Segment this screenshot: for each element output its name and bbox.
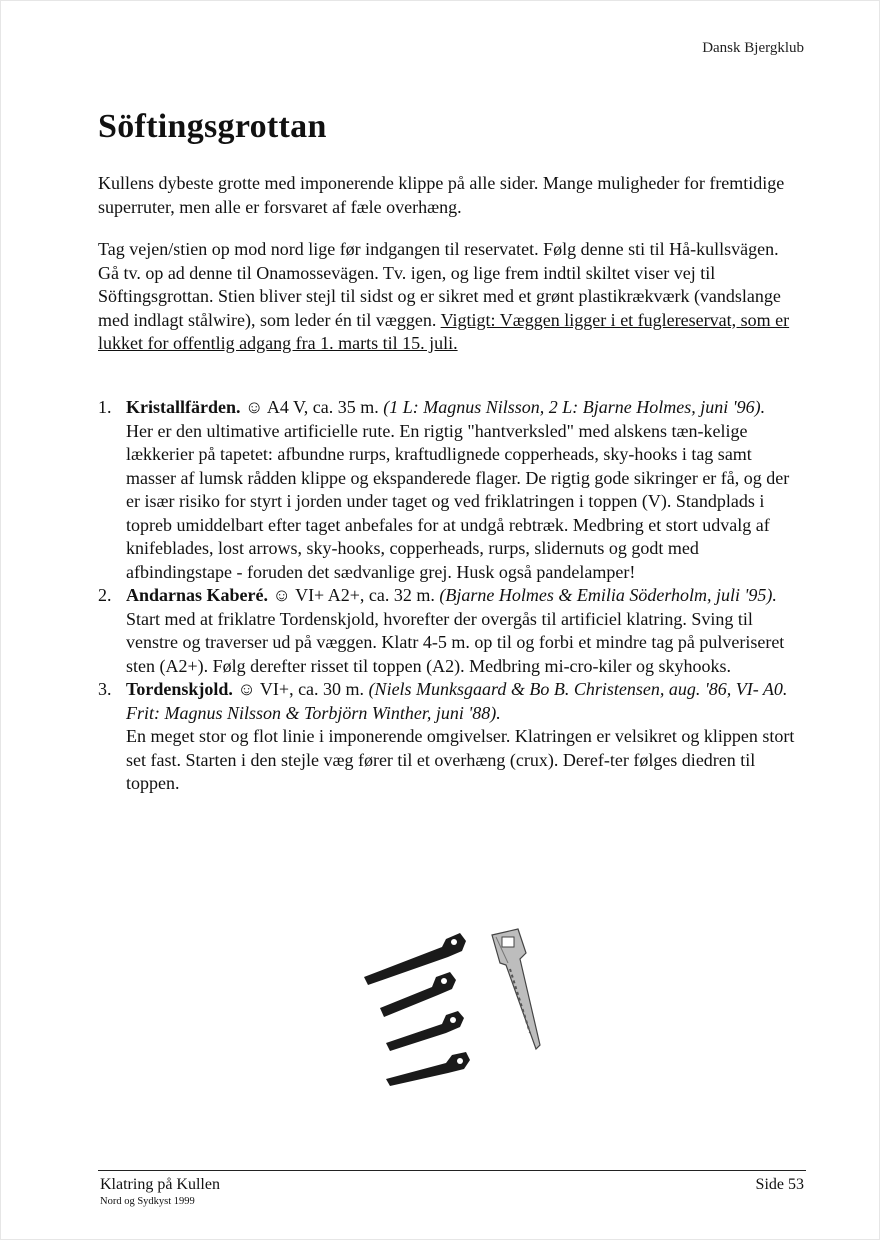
footer-book-subtitle: Nord og Sydkyst 1999 xyxy=(100,1196,195,1207)
route-credits: (Niels Munksgaard & Bo B. Christensen, aug. '86, VI- A0. Frit: Magnus Nilsson & Torbjörn Winther, juni '88). xyxy=(126,679,788,723)
closure-warning: Vigtigt: Væggen ligger i et fuglereservat, som er lukket for offentlig adgang fra 1. marts til 15. juli. xyxy=(98,309,790,353)
route-name: Andarnas Kaberé. xyxy=(126,585,269,605)
route-item xyxy=(98,584,798,678)
route-description: Start med at friklatre Tordenskjold, hvorefter der overgås til artificiel klatring. Sving til venstre og traverser ud på væggen. Klatr 4-5 m. op til og forbi et mindre tag på pulveriseret sten (A2+). Følg derefter risset til toppen (A2). Medbring mi-cro-kiler og skyhooks. xyxy=(126,608,785,676)
route-name: Tordenskjold. xyxy=(126,679,233,699)
route-number: 1. xyxy=(98,397,112,417)
rurp-pitons xyxy=(364,933,470,1086)
approach-paragraph xyxy=(98,238,798,356)
route-number: 2. xyxy=(98,585,112,605)
page-title: Söftingsgrottan xyxy=(98,108,327,145)
approach-text: Tag vejen/stien op mod nord lige før indgangen til reservatet. Følg denne sti til Hå-kullsvägen. Gå tv. op ad denne til Onamossevägen. Tv. igen, og lige frem indtil skiltet viser vej til Söftingsgrottan. Stien bliver stejl til sidst og er sikret med et grønt plastikrækværk (vandslange med indlagt stålwire), som leder én til væggen. xyxy=(98,239,781,330)
route-credits: (Bjarne Holmes & Emilia Söderholm, juli '95). xyxy=(439,585,777,605)
route-grade: ☺ VI+, ca. 30 m. xyxy=(232,679,369,699)
route-item xyxy=(98,678,798,796)
climbing-pitons-illustration xyxy=(350,925,560,1100)
route-description: En meget stor og flot linie i imponerende omgivelser. Klatringen er velsikret og klippen stort set fast. Starten i den stejle væg fører til et overhæng (crux). Deref-ter følges diedren til toppen. xyxy=(126,726,795,793)
route-credits: (1 L: Magnus Nilsson, 2 L: Bjarne Holmes, juni '96). xyxy=(383,397,766,417)
footer-divider xyxy=(98,1170,806,1171)
piton-icon xyxy=(386,1011,464,1051)
route-item xyxy=(98,396,798,584)
route-name: Kristallfärden. xyxy=(126,397,241,417)
route-grade: ☺ VI+ A2+, ca. 32 m. xyxy=(268,585,440,605)
route-grade: ☺ A4 V, ca. 35 m. xyxy=(240,397,384,417)
route-number: 3. xyxy=(98,679,112,699)
knifeblade-piton-icon xyxy=(492,929,540,1049)
piton-icon xyxy=(380,972,456,1017)
route-list xyxy=(98,396,798,796)
footer-book-info xyxy=(100,1176,220,1207)
piton-icon xyxy=(386,1052,470,1086)
page-number: Side 53 xyxy=(755,1176,804,1193)
running-header: Dansk Bjergklub xyxy=(702,40,804,56)
intro-paragraph: Kullens dybeste grotte med imponerende klippe på alle sider. Mange muligheder for fremtidige superruter, men alle er forsvaret af fæle overhæng. xyxy=(98,173,785,217)
footer-book-title: Klatring på Kullen xyxy=(100,1176,220,1193)
route-description: Her er den ultimative artificielle rute. En rigtig "hantverksled" med alskens tæn-kelige lækkerier på tapetet: afbundne rurps, kraftudlignede copperheads, sky-hooks i tag samt masser af lumsk rådden klippe og ekspanderede flager. De rigtig gode sikringer er få, og der er især risiko for styrt i jorden under taget og ved friklatringen i toppen (V). Standplads i topreb umiddelbart efter taget anbefales for at undgå rebtræk. Medbring et stort udvalg af knifeblades, lost arrows, sky-hooks, copperheads, rurps, slidernuts og godt med afbindingstape - foruden det sædvanlige grej. Husk også pandelamper! xyxy=(126,420,790,582)
